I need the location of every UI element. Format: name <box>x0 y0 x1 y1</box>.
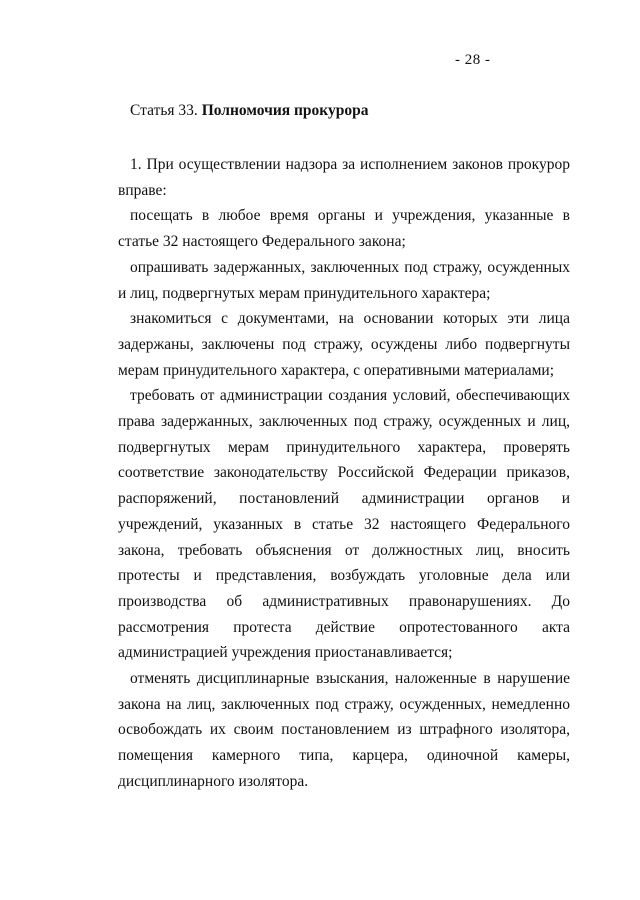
article-heading <box>130 102 369 120</box>
article-body <box>118 152 570 795</box>
article-title: Полномочия прокурора <box>201 102 369 119</box>
article-number: Статья 33. <box>130 102 198 119</box>
paragraph: отменять дисциплинарные взыскания, наложенные в нарушение закона на лиц, заключенных под стражу, осужденных, немедленно освобождать их своим постановлением из штрафного изолятора, помещения камерного типа, карцера, одиночной камеры, дисциплинарного изолятора. <box>118 670 570 790</box>
paragraph: требовать от администрации создания условий, обеспечивающих права задержанных, заключенных под стражу, осужденных и лиц, подвергнутых мерам принудительного характера, проверять соответствие законодательству Российской Федерации приказов, распоряжений, постановлений администрации органов и учреждений, указанных в статье 32 настоящего Федерального закона, требовать объяснения от должностных лиц, вносить протесты и представления, возбуждать уголовные дела или производства об административных правонарушениях. До рассмотрения протеста действие опротестованного акта администрацией учреждения приостанавливается; <box>118 387 570 662</box>
page-number: - 28 - <box>455 52 491 68</box>
paragraph: опрашивать задержанных, заключенных под стражу, осужденных и лиц, подвергнутых мерам принудительного характера; <box>118 258 570 302</box>
paragraph: знакомиться с документами, на основании которых эти лица задержаны, заключены под стражу, осуждены либо подвергнуты мерам принудительного характера, с оперативными материалами; <box>118 310 570 379</box>
paragraph: посещать в любое время органы и учреждения, указанные в статье 32 настоящего Федерального закона; <box>118 207 570 251</box>
paragraph: 1. При осуществлении надзора за исполнением законов прокурор вправе: <box>118 156 570 199</box>
